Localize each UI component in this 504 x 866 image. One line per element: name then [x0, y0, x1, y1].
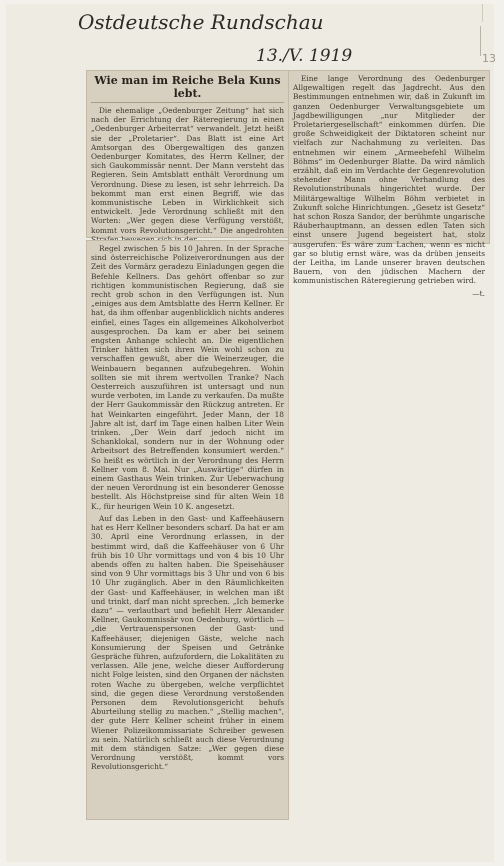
handwritten-date: 13./V. 1919 — [256, 46, 353, 66]
clipping-column-1-top — [86, 70, 289, 238]
article-paragraph: Regel zwischen 5 bis 10 Jahren. In der Sprache sind österreichische Polizeiverordnungen aus der Zeit des Vormärz geradezu Einladungen gegen die Befehle Kellners. Das gehört offenbar so zur richtigen kommunistischen Regierung, daß sie recht grob schon in den Verfügungen ist. Nun „einiges aus dem Amtsblatte des Herrn Kellner. Er hat, da ihm offenbar augenblicklich nichts anderes einfiel, eines Tages ein allgemeines Alkoholverbot ausgesprochen. Da kam er aber bei seinem engsten Anhange schlecht an. Die eigentlichen Trinker hätten sich ihren Wein wohl schon zu verschaffen gewußt, aber die Weinerzeuger, die Weinbauern begannen aufzubegehren. Wohin sollten sie mit ihrem wertvollen Tranke? Nach Oesterreich auszuführen ist untersagt und nun wurde verboten, im Lande zu verkaufen. Da mußte der Herr Gaukommissär den Rückzug antreten. Er hat Weinkarten eingeführt. Jeder Mann, der 18 Jahre alt ist, darf im Tage einen halben Liter Wein trinken. „Der Wein darf jedoch nicht im Schanklokal, sondern nur in der Wohnung oder Arbeitsort des Betreffenden konsumiert werden.“ So heißt es wörtlich in der Verordnung des Herrn Kellner vom 8. Mai. Nur „Auswärtige“ dürfen in einem Gasthaus Wein trinken. Zur Ueberwachung der neuen Verordnung ist ein besonderer Genosse bestellt. Als Höchstpreise sind für alten Wein 18 K., für heurigen Wein 10 K. angesetzt. — [91, 244, 284, 511]
article-paragraph: Die ehemalige „Oedenburger Zeitung“ hat sich nach der Errichtung der Räteregierung in einen „Oedenburger Arbeiterrat“ verwandelt. Jetzt heißt sie der „Proletarier“. Das Blatt ist eine Art Amtsorgan des Obergewaltigen des ganzen Oedenburger Komitates, des Herrn Kellner, der sich Gaukommissär nennt. Der Mann versteht das Regieren. Sein Amtsblatt enthält Verordnung um Verordnung. Diese zu lesen, ist sehr lehrreich. Da bekommt man erst einen Begriff, wie das kommunistische Leben in Wirklichkeit sich entwickelt. Jede Verordnung schließt mit den Worten: „Wer gegen diese Verfügung verstößt, kommt vors Revolutionsgericht.“ Die angedrohten — [91, 106, 284, 235]
handwritten-newspaper-title: Ostdeutsche Rundschau — [78, 10, 324, 34]
article-signature: —t. — [472, 288, 485, 298]
article-paragraph: Auf das Leben in den Gast- und Kaffeehäusern hat es Herr Kellner besonders scharf. Da hat er am 30. April eine Verordnung erlassen, in der bestimmt wird, daß die Kaffeehäuser von 6 Uhr früh bis 10 Uhr vormittags und von 4 bis 10 Uhr abends offen zu halten haben. Die Speisehäuser sind von 9 Uhr vormittags bis 3 Uhr und von 6 bis 10 Uhr zugänglich. Aber in den Räumlichkeiten der Gast- und Kaffeehäuser, in welchen man ißt und trinkt, darf man nicht sprechen. „Ich bemerke dazu“ — verlautbart und befiehlt Herr Alexander Kellner, Gaukommissär von Oedenburg, wörtlich — „die Vertrauenspersonen der Gast- und Kaffeehäuser, diejenigen Gäste, welche nach Konsumierung der Speisen und Getränke Gespräche führen, aufzufordern, die Lokalitäten zu verlassen. Alle jene, welche dieser Aufforderung nicht Folge leisten, sind den Organen der nächsten roten Wache zu übergeben, welche verpflichtet sind, die gegen diese Verordnung verstoßenden Personen dem Revolutionsgericht behufs Aburteilung stellig zu machen.“ „Stellig machen“, der gute Herr Kellner scheint früher in einem Wiener Polizeikommissariate Schreiber gewesen zu sein. Natürlich schließt auch diese Verordnung mit dem ständigen Satze: „Wer gegen diese Verordnung verstößt, kommt vors Revolutionsgericht.“ — [91, 513, 284, 772]
article-headline: Wie man im Reiche Bela Kuns lebt. — [91, 74, 284, 103]
sheet-edge-mark — [482, 4, 495, 22]
archive-sheet — [6, 4, 494, 862]
clipping-column-2 — [288, 70, 490, 298]
page-number: 13 — [482, 52, 496, 65]
clipping-column-1-bottom — [86, 240, 289, 820]
article-paragraph: Eine lange Verordnung des Oedenburger Allgewaltigen regelt das Jagdrecht. Aus den Bestimmungen entnehmen wir, daß in Zukunft im ganzen Oedenburger Verwaltungsgebiete um Jagdbewilligungen „nur Mitglieder der Proletariergesellschaft“ einkommen dürfen. Die große Schweidigkeit der Diktatoren scheint nur vielfach zur Nachahmung zu verleiten. Das entnehmen wir einem „Armeebefehl Wilhelm Böhms“ im Oedenburger Blatte. Da wird nämlich erzählt, daß ein im Verdachte der Gegenrevolution stehender Mann ohne Verhandlung des Revolutionstribunals hingerichtet wurde. Der Militärgewaltige Wilhelm Böhm verbietet in Zukunft solche Hinrichtungen. „Gesetz ist Gesetz“ hat schon Rosza Sandor, der berühmte ungarische Räuberhauptmann, an dessen edlen Taten sich einst unsere Jugend begeistert hat, stolz ausgerufen. Es wäre zum Lachen, wenn es nicht gar so blutig ernst wäre, was da drüben jenseits der Leitha, im Lande unserer braven deutschen Bauern, von den jüdischen Machern der kommunistischen Räteregierung getrieben wird. — [293, 74, 485, 286]
